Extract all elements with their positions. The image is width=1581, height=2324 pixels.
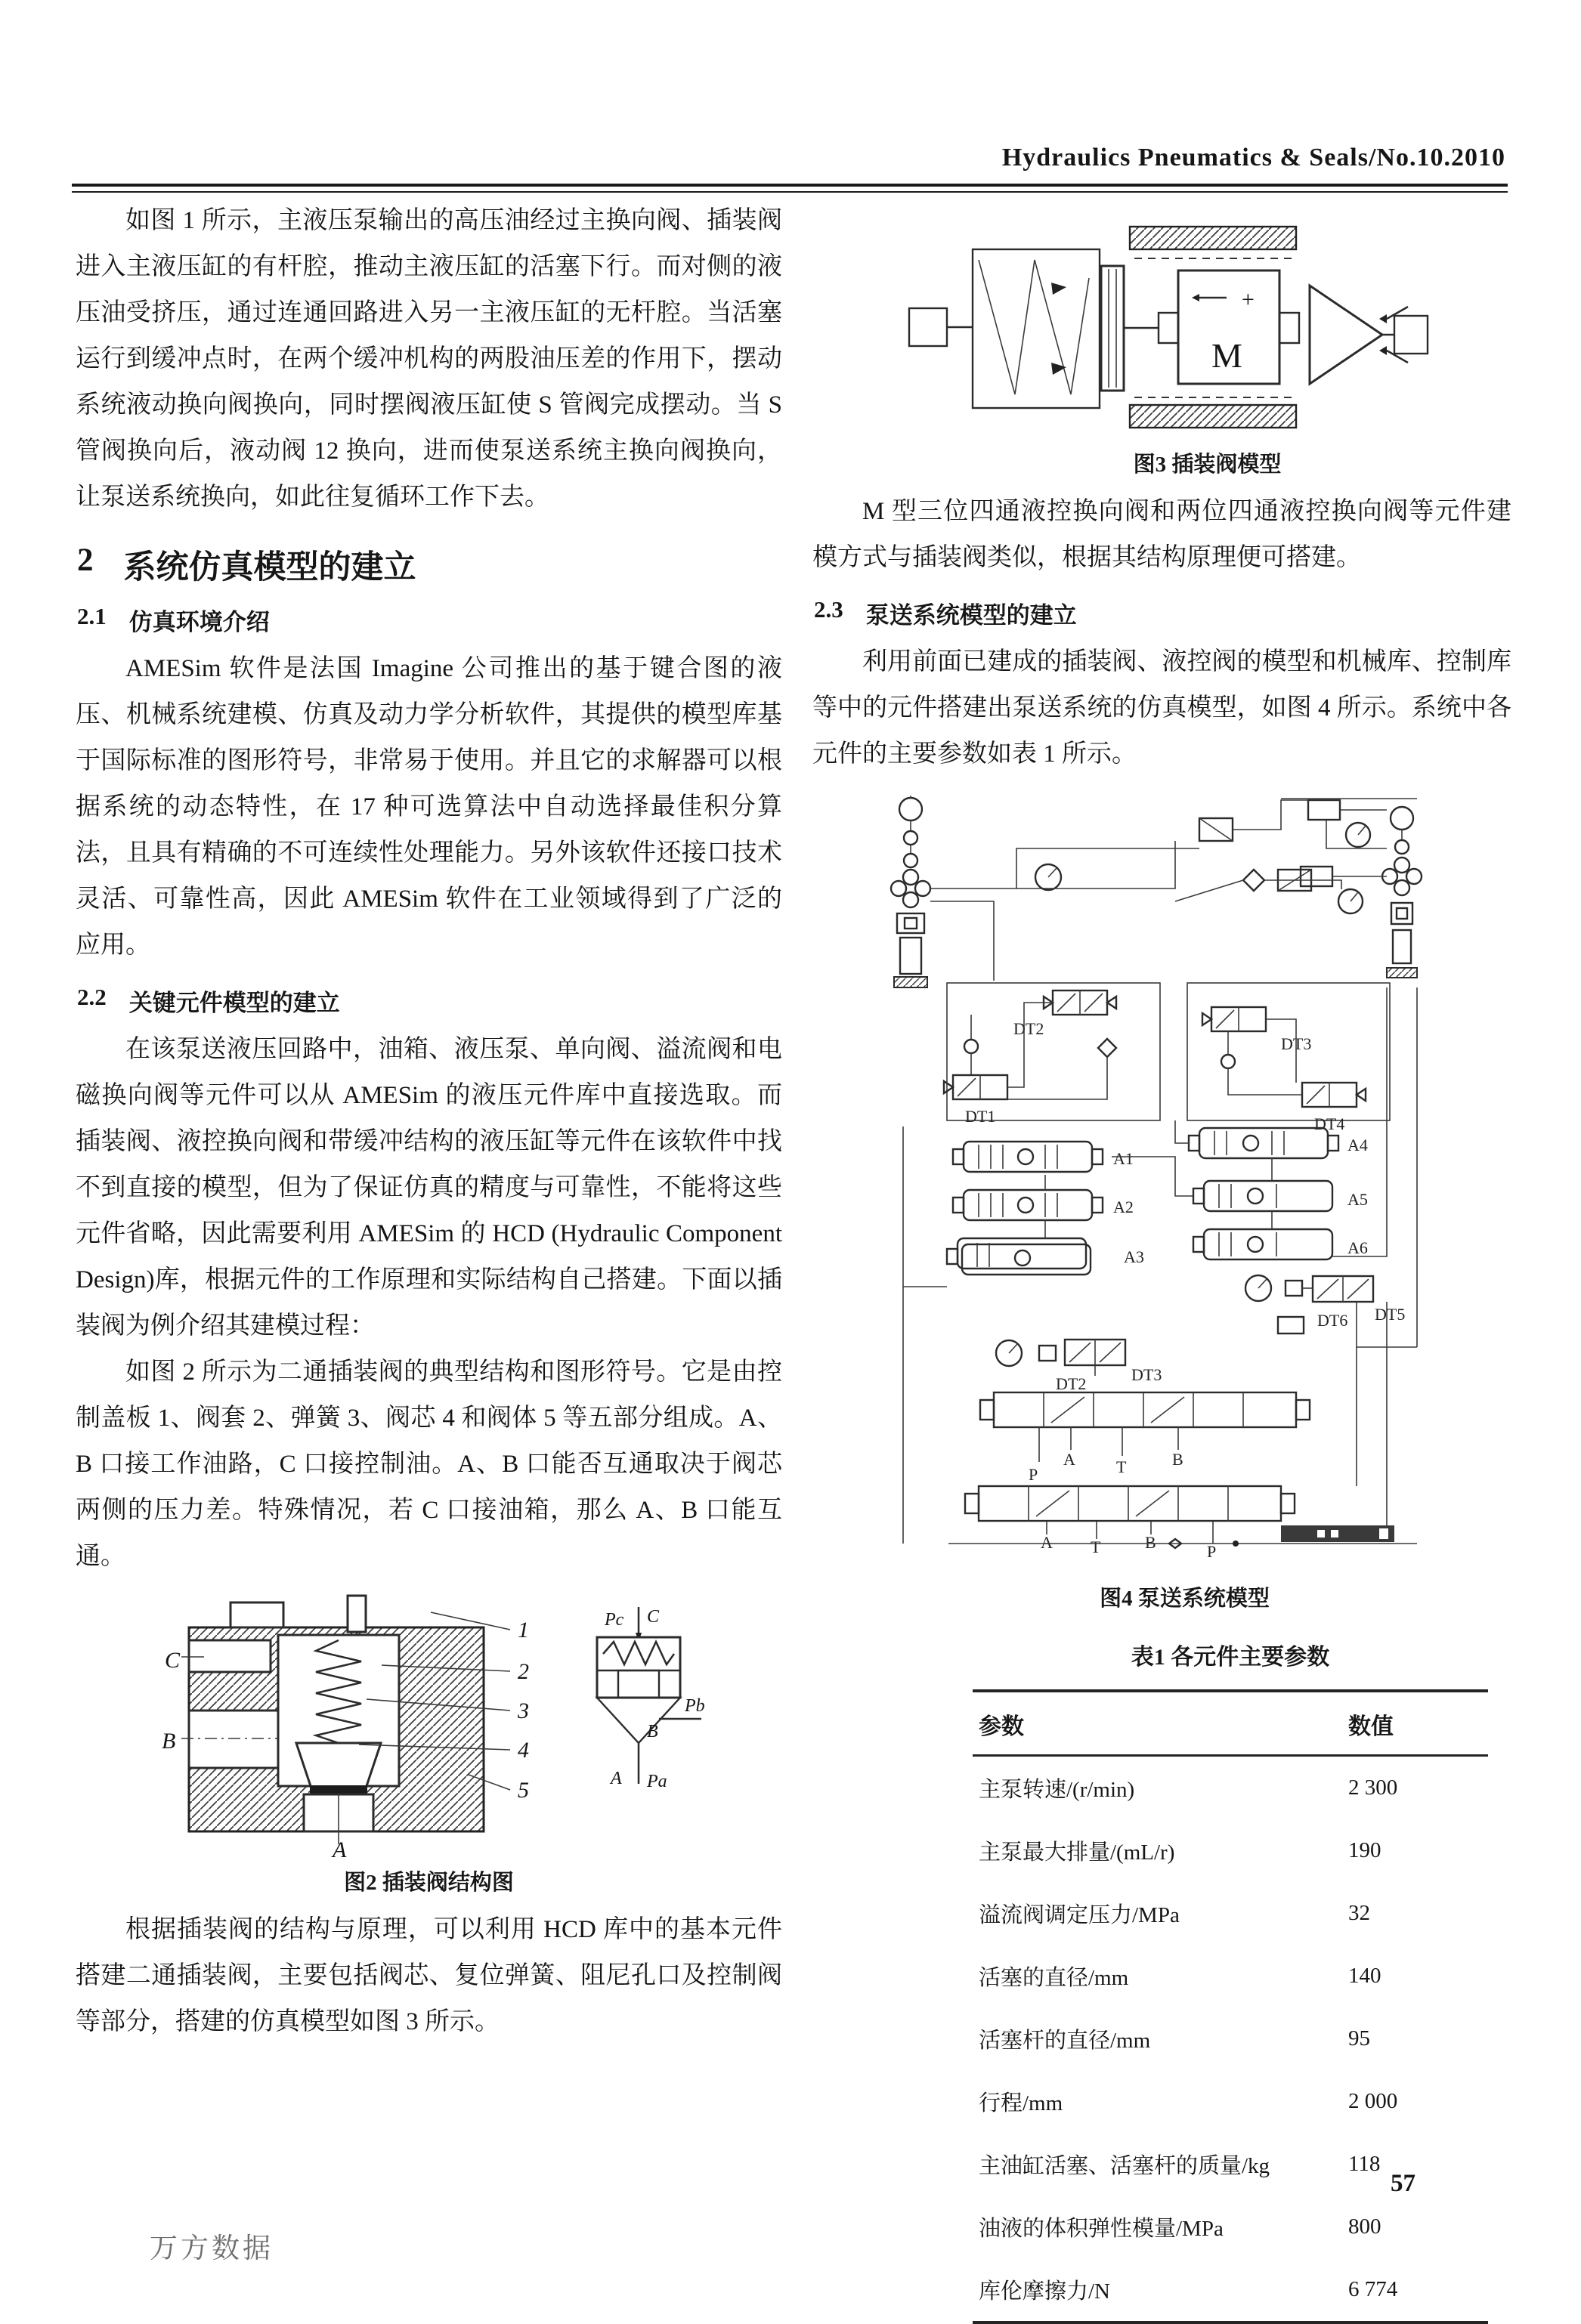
fig2-callout-4: 4 [518, 1738, 529, 1763]
section-2-2-heading [77, 984, 782, 1018]
param-value: 190 [1348, 1838, 1381, 1862]
figure-3-caption: 图3 插装阀模型 [1133, 453, 1282, 477]
fig4-dt5-label: DT5 [1375, 1305, 1406, 1324]
param-name: 活塞杆的直径/mm [979, 2029, 1151, 2053]
fig4-dt2-label: DT2 [1013, 1019, 1044, 1038]
fig2-symbol-c-label: C [647, 1607, 660, 1627]
table-row [973, 2070, 1488, 2133]
param-name: 活塞的直径/mm [979, 1966, 1129, 1990]
paragraph-intro: 如图 1 所示，主液压泵输出的高压油经过主换向阀、插装阀进入主液压缸的有杆腔，推动主液压缸的活塞下行。而对侧的液压油受挤压，通过连通回路进入另一主液压缸的无杆腔。当活塞运行到缓冲点时，在两个缓冲机构的两股油压差的作用下，摆动系统液动换向阀换向，同时摆阀液压缸使 S 管阀完成摆动。当 S 管阀换向后，液动阀 12 换向，进而使泵送系统主换向阀换向，让泵送系统换向，如此往复循环工作下去。 [76, 207, 782, 511]
table-1-block [973, 1638, 1488, 2324]
fig4-a5-label: A5 [1347, 1190, 1368, 1209]
amesim-cartridge-valve-model-diagram [903, 213, 1432, 440]
section-2-number: 2 [77, 542, 94, 578]
table-row [973, 2007, 1488, 2070]
fig4-v1-b-label: B [1172, 1450, 1183, 1469]
param-value: 118 [1348, 2152, 1381, 2176]
fig4-v2-a-label: A [1041, 1533, 1053, 1552]
fig4-v2-t-label: T [1091, 1537, 1101, 1556]
section-2-1-number: 2.1 [77, 603, 107, 629]
param-name: 主泵转速/(r/min) [979, 1778, 1135, 1802]
col-header-parameter: 参数 [973, 1691, 1342, 1756]
fig4-mid-dt2-label: DT2 [1056, 1374, 1087, 1393]
paragraph-2-2a: 在该泵送液压回路中，油箱、液压泵、单向阀、溢流阀和电磁换向阀等元件可以从 AMESim 的液压元件库中直接选取。而插装阀、液控换向阀和带缓冲结构的液压缸等元件在该软件中找不到直接的模型，但为了保证仿真的精度与可靠性，不能将这些元件省略，因此需要利用 AMESim 的 HCD (Hydraulic Component Design)库，根据元件的工作原理和实际结构自己搭建。下面以插装阀为例介绍其建模过程： [76, 1036, 782, 1340]
param-name: 主油缸活塞、活塞杆的质量/kg [979, 2154, 1270, 2178]
figure-4-pumping-system-model [858, 788, 1511, 1612]
header-rule-thin [72, 191, 1508, 193]
fig4-v1-a-label: A [1063, 1450, 1075, 1469]
pumping-system-schematic [858, 788, 1447, 1574]
fig3-plus-sign: + [1240, 287, 1256, 312]
fig4-a6-label: A6 [1347, 1238, 1368, 1257]
fig2-port-b-label: B [162, 1729, 176, 1754]
section-2-2-title: 关键元件模型的建立 [128, 990, 340, 1016]
paragraph-2-1: AMESim 软件是法国 Imagine 公司推出的基于键合图的液压、机械系统建模、仿真及动力学分析软件，其提供的模型库基于国际标准的图形符号，非常易于使用。并且它的求解器可以根据系统的动态特性，在 17 种可选算法中自动选择最佳积分算法，且具有精确的不可连续性处理能力。另外该软件还接口技术灵活、可靠性高，因此 AMESim 软件在工业领域得到了广泛的应用。 [76, 655, 782, 959]
fig4-a2-label: A2 [1113, 1198, 1134, 1216]
fig4-a3-label: A3 [1124, 1247, 1144, 1266]
paragraph-2-3: 利用前面已建成的插装阀、液控阀的模型和机械库、控制库等中的元件搭建出泵送系统的仿真模型，如图 4 所示。系统中各元件的主要参数如表 1 所示。 [812, 648, 1511, 768]
fig4-dt6-label: DT6 [1317, 1311, 1348, 1330]
param-value: 2 000 [1348, 2089, 1398, 2113]
table-row [973, 2196, 1488, 2258]
section-2-2-number: 2.2 [77, 984, 107, 1010]
fig4-dt1-label: DT1 [965, 1107, 996, 1126]
database-watermark: 万方数据 [150, 2233, 274, 2264]
figure-2-cartridge-valve-structure [76, 1593, 782, 1896]
left-column [76, 198, 782, 2045]
fig2-port-a-label: A [333, 1837, 347, 1858]
fig2-callout-1: 1 [518, 1618, 529, 1643]
fig2-symbol-pa-label: Pa [647, 1772, 667, 1791]
fig4-dt3-label: DT3 [1281, 1034, 1312, 1053]
fig4-dt4-label: DT4 [1314, 1114, 1345, 1133]
figure-2-caption: 图2 插装阀结构图 [344, 1871, 514, 1895]
fig2-symbol-pc-label: Pc [605, 1610, 624, 1630]
section-2-1-heading [77, 603, 782, 637]
table-1-caption: 表1 各元件主要参数 [1131, 1645, 1330, 1670]
fig2-symbol-b-label: B [647, 1722, 658, 1741]
section-2-3-number: 2.3 [814, 596, 843, 623]
fig4-a4-label: A4 [1347, 1136, 1368, 1154]
fig2-callout-5: 5 [518, 1778, 529, 1803]
paragraph-m-valve: M 型三位四通液控换向阀和两位四通液控换向阀等元件建模方式与插装阀类似，根据其结构原理便可搭建。 [812, 498, 1511, 571]
table-row [973, 1882, 1488, 1945]
fig2-callout-3: 3 [518, 1698, 529, 1723]
section-2-3-heading [814, 596, 1511, 630]
param-value: 800 [1348, 2214, 1381, 2239]
section-2-1-title: 仿真环境介绍 [128, 609, 270, 635]
param-name: 溢流阀调定压力/MPa [979, 1903, 1180, 1927]
journal-header: Hydraulics Pneumatics & Seals/No.10.2010 [1001, 144, 1505, 172]
param-name: 库伦摩擦力/N [979, 2279, 1111, 2304]
paragraph-2-2c: 根据插装阀的结构与原理，可以利用 HCD 库中的基本元件搭建二通插装阀，主要包括阀芯、复位弹簧、阻尼孔口及控制阀等部分，搭建的仿真模型如图 3 所示。 [76, 1916, 782, 2035]
param-value: 2 300 [1348, 1775, 1398, 1800]
table-row [973, 2258, 1488, 2322]
section-2-heading [77, 542, 782, 588]
param-name: 主泵最大排量/(mL/r) [979, 1840, 1175, 1865]
table-header-row [973, 1691, 1488, 1756]
page-number: 57 [1391, 2170, 1415, 2197]
section-2-3-title: 泵送系统模型的建立 [865, 602, 1077, 629]
table-row [973, 1819, 1488, 1882]
param-name: 油液的体积弹性模量/MPa [979, 2217, 1224, 2241]
figure-4-caption: 图4 泵送系统模型 [1100, 1587, 1270, 1611]
section-2-title: 系统仿真模型的建立 [123, 550, 416, 586]
col-header-value: 数值 [1342, 1691, 1488, 1756]
fig2-symbol-pb-label: Pb [685, 1696, 705, 1716]
fig3-mass-label: M [1211, 336, 1242, 375]
fig4-a1-label: A1 [1113, 1149, 1134, 1168]
param-value: 32 [1348, 1901, 1370, 1925]
paragraph-2-2b: 如图 2 所示为二通插装阀的典型结构和图形符号。它是由控制盖板 1、阀套 2、弹簧 3、阀芯 4 和阀体 5 等五部分组成。A、B 口接工作油路，C 口接控制油。A、B 口能否互通取决于阀芯两侧的压力差。特殊情况，若 C 口接油箱，那么 A、B 口能互通。 [76, 1358, 782, 1570]
param-value: 140 [1348, 1964, 1381, 1988]
param-value: 6 774 [1348, 2277, 1398, 2301]
param-name: 行程/mm [979, 2091, 1063, 2115]
header-rule-thick [72, 184, 1508, 187]
parameters-table [973, 1689, 1488, 2324]
fig2-symbol-a-label: A [611, 1769, 622, 1788]
fig4-v1-p-label: P [1029, 1465, 1038, 1484]
table-row [973, 1945, 1488, 2007]
fig4-v1-t-label: T [1116, 1457, 1127, 1476]
fig4-v2-b-label: B [1145, 1533, 1156, 1552]
param-value: 95 [1348, 2026, 1370, 2050]
fig2-callout-2: 2 [518, 1659, 529, 1684]
fig2-port-c-label: C [165, 1648, 181, 1673]
fig4-v2-p-label: P [1207, 1542, 1217, 1561]
right-column [812, 206, 1511, 2324]
cartridge-valve-cutaway-diagram [76, 1593, 726, 1858]
table-row [973, 1756, 1488, 1820]
fig4-mid-dt3-label: DT3 [1131, 1365, 1162, 1384]
figure-3-cartridge-valve-model [903, 213, 1511, 478]
